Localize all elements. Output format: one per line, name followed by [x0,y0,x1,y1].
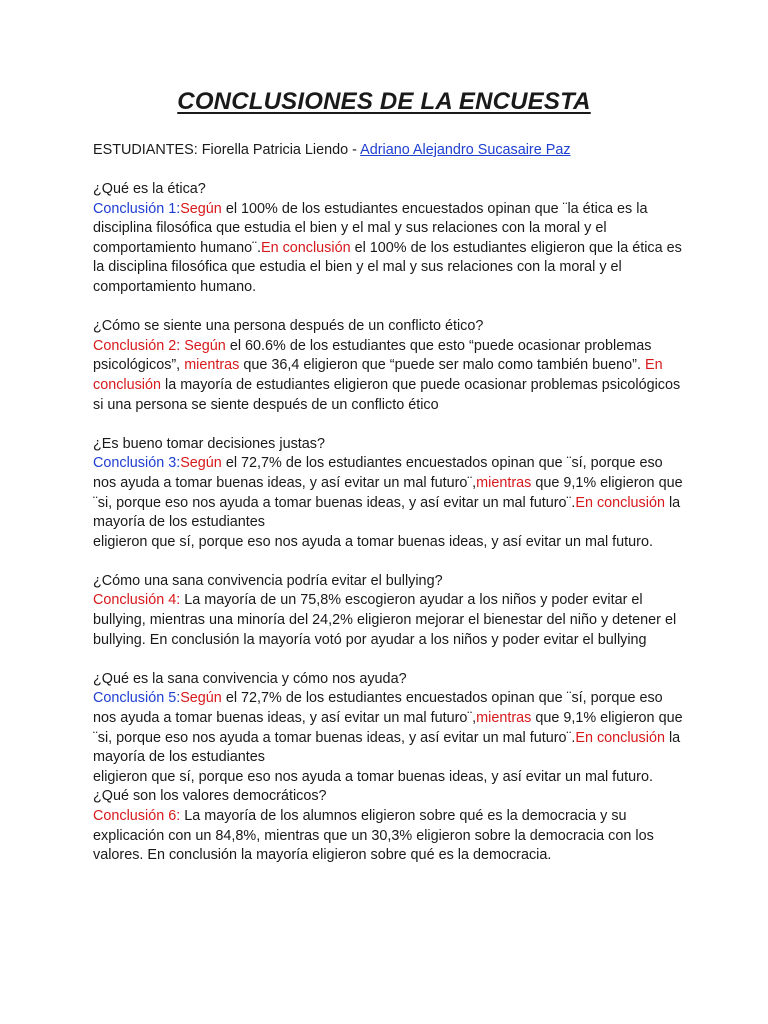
conclusions-body [93,180,683,866]
conclusion-text-1b: el 100% de los estudiantes eligieron que la ética es la disciplina filosófica que estudia el bien y el mal y sus relaciones con la moral y el comportamiento humano. [93,239,682,295]
mientras-5: mientras [476,710,532,727]
conclusion-6 [93,807,683,866]
conclusion-label-1: Conclusión 1: [93,200,181,217]
conclusion-5-continued: eligieron que sí, porque eso nos ayuda a tomar buenas ideas, y así evitar un mal futuro. [93,768,653,785]
conclusion-text-2b: que 36,4 eligieron que “puede ser malo como también bueno”. [239,357,645,374]
segun-1: Según [180,200,222,217]
conclusion-text-3c: la mayoría de los estudiantes [93,494,681,531]
conclusion-label-6: Conclusión 6: [93,808,181,824]
student-link[interactable]: Adriano Alejandro Sucasaire Paz [360,142,571,158]
segun-2: Según [184,337,226,354]
students-prefix: ESTUDIANTES: Fiorella Patricia Liendo - [93,142,361,158]
document-title: CONCLUSIONES DE LA ENCUESTA [177,88,591,115]
question-1: ¿Qué es la ética? [93,181,206,197]
conclusion-1 [93,200,683,298]
connector-1: En conclusión [260,239,351,256]
conclusion-text-6: La mayoría de los alumnos eligieron sobre qué es la democracia y su explicación con un 84,8%, mientras que un 30,3% eligieron sobre la democracia con los valores. En conclusión la mayoría eligieron sobre qué es la democracia. [93,808,654,864]
question-5: ¿Qué es la sana convivencia y cómo nos ayuda? [93,670,407,687]
section-1 [93,180,683,298]
conclusion-4 [93,591,683,650]
conclusion-text-5c: la mayoría de los estudiantes [93,729,681,766]
question-6: ¿Qué son los valores democráticos? [93,788,327,805]
section-5 [93,670,683,788]
conclusion-3 [93,454,683,532]
conclusion-text-3b: que 9,1% eligieron que ¨si, porque eso nos ayuda a tomar buenas ideas, y así evitar un mal futuro¨. [93,474,683,511]
section-6 [93,787,683,865]
conclusion-text-5a: el 72,7% de los estudiantes encuestados opinan que ¨sí, porque eso nos ayuda a tomar buenas ideas, y así evitar un mal futuro¨, [93,690,663,727]
conclusion-label-2: Conclusión 2: [93,337,185,354]
conclusion-text-5b: que 9,1% eligieron que ¨si, porque eso nos ayuda a tomar buenas ideas, y así evitar un mal futuro¨. [93,710,683,746]
mientras-2: mientras [184,357,240,374]
section-4 [93,572,683,650]
segun-5: Según [180,690,222,707]
section-2 [93,317,683,415]
conclusion-label-4: Conclusión 4: [93,592,181,609]
conclusion-label-3: Conclusión 3: [93,455,181,472]
connector-3: En conclusión [575,494,665,511]
connector-2: En conclusión [93,357,663,393]
conclusion-text-4: La mayoría de un 75,8% escogieron ayudar a los niños y poder evitar el bullying, mientras una minoría del 24,2% eligieron mejorar el bienestar del niño y detener el bullying. En conclusión la mayoría votó por ayudar a los niños y poder evitar el bullying [93,592,677,648]
segun-3: Según [180,455,222,472]
conclusion-text-3a: el 72,7% de los estudiantes encuestados opinan que ¨sí, porque eso nos ayuda a tomar buenas ideas, y así evitar un mal futuro¨, [93,455,663,491]
students-line [93,141,693,161]
conclusion-text-2a: el 60.6% de los estudiantes que esto “puede ocasionar problemas psicológicos”, [93,337,652,374]
question-4: ¿Cómo una sana convivencia podría evitar el bullying? [93,572,443,589]
conclusion-text-2c: la mayoría de estudiantes eligieron que puede ocasionar problemas psicológicos si una persona se siente después de un conflicto ético [93,376,681,413]
conclusion-label-5: Conclusión 5: [93,690,181,707]
conclusion-2 [93,337,683,415]
section-3 [93,435,683,553]
connector-5: En conclusión [575,729,665,746]
mientras-3: mientras [476,474,532,491]
question-2: ¿Cómo se siente una persona después de un conflicto ético? [93,318,484,335]
conclusion-5 [93,689,683,767]
conclusion-text-1a: el 100% de los estudiantes encuestados opinan que ¨la ética es la disciplina filosófica que estudia el bien y el mal y sus relaciones con la moral y el comportamiento humano¨. [93,200,648,256]
conclusion-3-continued: eligieron que sí, porque eso nos ayuda a tomar buenas ideas, y así evitar un mal futuro. [93,533,653,550]
question-3: ¿Es bueno tomar decisiones justas? [93,435,325,452]
